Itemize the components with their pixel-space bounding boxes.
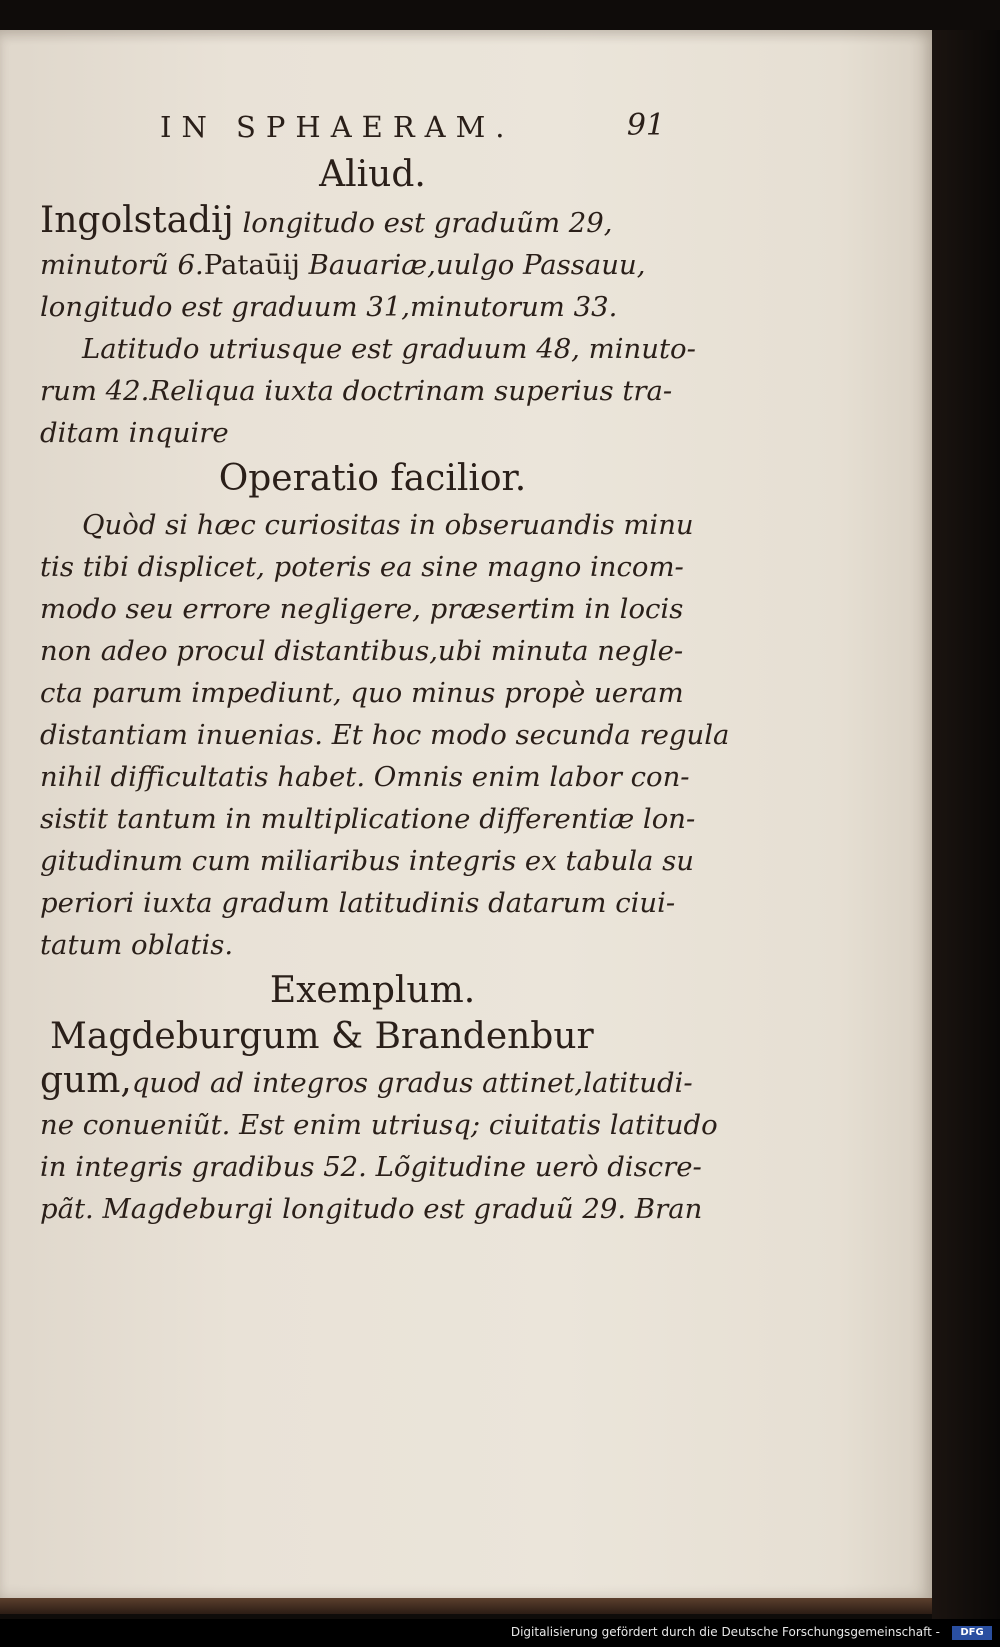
section-heading-operatio: Operatio facilior. bbox=[218, 458, 527, 499]
text-roman: Magdeburgum & Brandenbur bbox=[50, 1016, 594, 1057]
page-number: 91 bbox=[626, 108, 665, 143]
text-roman: Ingolstadij bbox=[40, 200, 234, 241]
text-line: ne conueniũt. Est enim utriusq; ciuitatis latitudo bbox=[40, 1109, 718, 1141]
scan-background bbox=[932, 30, 1000, 1620]
text-line: gitudinum cum miliaribus integris ex tabula su bbox=[40, 845, 694, 877]
paragraph-latitudo bbox=[40, 328, 696, 370]
text-line: tis tibi displicet, poteris ea sine magno incom- bbox=[40, 551, 684, 583]
text-italic: longitudo est graduũm 29, bbox=[233, 207, 613, 239]
text-line: ditam inquire bbox=[40, 417, 229, 449]
text-line: sistit tantum in multiplicatione differentiæ lon- bbox=[40, 803, 696, 835]
paragraph-exemplum bbox=[40, 1016, 718, 1230]
text-line: in integris gradibus 52. Lõgitudine uerò discre- bbox=[40, 1151, 702, 1183]
text-line: Quòd si hæc curiositas in obseruandis minu bbox=[82, 509, 694, 541]
text-line: longitudo est graduum 31,minutorum 33. bbox=[40, 291, 618, 323]
page-header bbox=[40, 100, 665, 150]
section-heading-aliud: Aliud. bbox=[319, 154, 426, 195]
text-line: pãt. Magdeburgi longitudo est graduũ 29. Bran bbox=[40, 1193, 703, 1225]
paragraph-operatio bbox=[40, 504, 730, 966]
text-line: cta parum impediunt, quo minus propè ueram bbox=[40, 677, 684, 709]
text-italic: quod ad integros gradus attinet,latitudi- bbox=[131, 1067, 693, 1099]
paragraph-latitudo-cont bbox=[40, 370, 673, 454]
dfg-credit: Digitalisierung gefördert durch die Deutsche Forschungsgemeinschaft - bbox=[510, 1625, 940, 1639]
text-roman: gum, bbox=[40, 1060, 132, 1101]
text-line: Latitudo utriusque est graduum 48, minuto- bbox=[82, 333, 696, 365]
text-line: non adeo procul distantibus,ubi minuta negle- bbox=[40, 635, 684, 667]
text-line bbox=[40, 1016, 665, 1060]
text-italic: Bauariæ,uulgo Passauu, bbox=[299, 249, 646, 281]
text-line: periori iuxta gradum latitudinis datarum ciui- bbox=[40, 887, 676, 919]
paragraph-ingolstadt bbox=[40, 200, 665, 328]
dfg-logo-icon: DFG bbox=[952, 1626, 992, 1640]
text-line: nihil difficultatis habet. Omnis enim labor con- bbox=[40, 761, 690, 793]
text-roman: Pataūij bbox=[203, 249, 300, 281]
page-content bbox=[40, 100, 730, 1230]
text-line bbox=[40, 1060, 693, 1104]
text-italic: minutorũ 6. bbox=[40, 249, 204, 281]
text-line: tatum oblatis. bbox=[40, 929, 234, 961]
section-heading-exemplum: Exemplum. bbox=[269, 970, 476, 1011]
text-line bbox=[40, 200, 665, 244]
text-line bbox=[40, 244, 665, 286]
running-head: IN SPHAERAM. bbox=[160, 110, 515, 144]
footer-bar bbox=[0, 1619, 1000, 1647]
book-edge bbox=[0, 1598, 932, 1614]
text-line: distantiam inuenias. Et hoc modo secunda regula bbox=[40, 719, 730, 751]
text-line: modo seu errore negligere, præsertim in locis bbox=[40, 593, 684, 625]
text-line: rum 42.Reliqua iuxta doctrinam superius tra- bbox=[40, 375, 673, 407]
